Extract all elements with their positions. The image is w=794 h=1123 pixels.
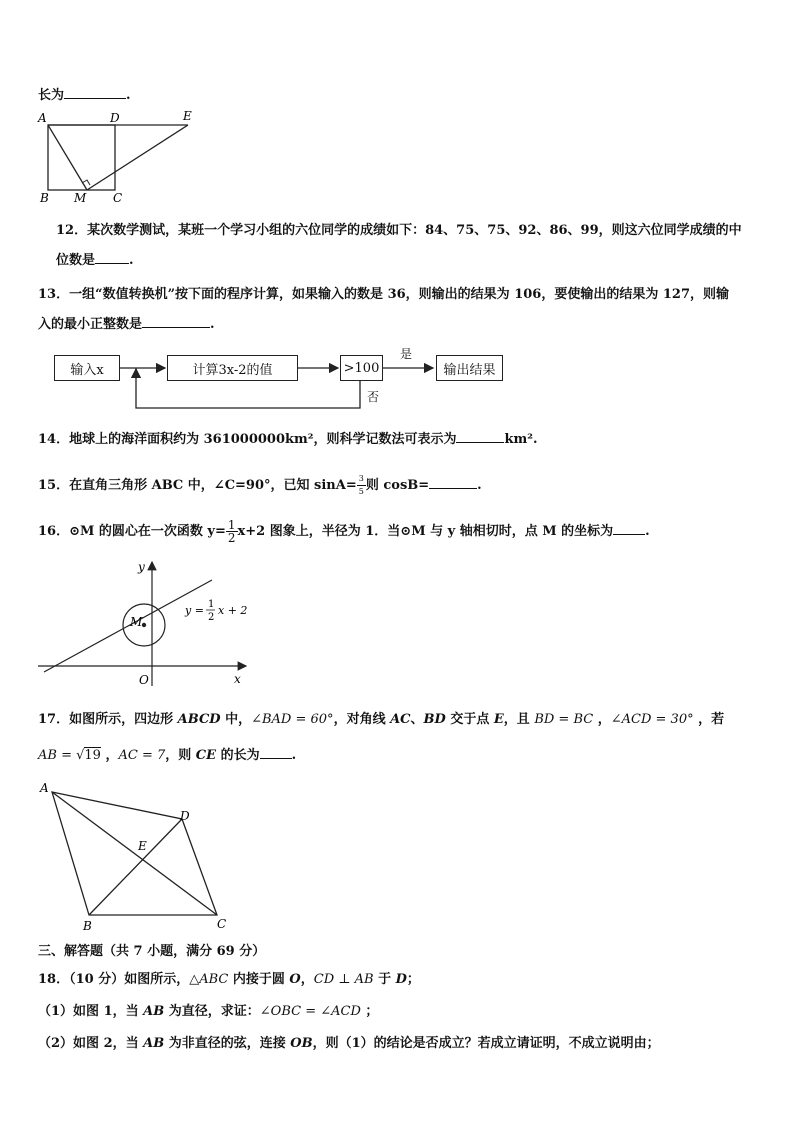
flow-no-label: 否 <box>367 390 380 404</box>
q18-part2: （2）如图 2，当 AB 为非直径的弦，连接 OB，则（1）的结论是否成立？若成立请证明，不成立说明由； <box>38 1036 660 1051</box>
label-E: E <box>183 109 192 123</box>
label-C: C <box>217 917 227 931</box>
answer-blank <box>95 251 129 264</box>
label-A: A <box>40 781 49 795</box>
equation-lhs: y = <box>185 604 204 617</box>
equation-num: 1 <box>208 599 215 610</box>
answer-blank <box>429 476 477 489</box>
label-M: M <box>74 191 87 205</box>
q16-line: 16．⊙M 的圆心在一次函数 y= $\frac{1}{2}$ x+2 图象上，半径为 1．当⊙M 与 y 轴相切时，点 M 的坐标为 . <box>38 518 650 545</box>
center-label: M <box>130 615 143 629</box>
q11-line: 长为 . <box>38 88 131 103</box>
label-E: E <box>138 839 147 853</box>
label-C: C <box>113 191 123 205</box>
section-heading: 三、解答题（共 7 小题，满分 69 分） <box>38 944 266 959</box>
q17-line2: AB = √19 ，AC = 7，则 CE 的长为 . <box>38 748 297 763</box>
label-B: B <box>83 919 92 933</box>
figure-q17 <box>34 778 244 934</box>
q14-line: 14．地球上的海洋面积约为 361000000km²，则科学记数法可表示为 km². <box>38 432 538 447</box>
q18-line1: 18．（10 分）如图所示，△ABC 内接于圆 O，CD ⊥ AB 于 D； <box>38 972 420 987</box>
answer-blank <box>613 522 645 535</box>
q13-line2: 入的最小正整数是 . <box>38 317 215 332</box>
equation-rhs: x + 2 <box>218 604 248 617</box>
answer-blank <box>260 746 292 759</box>
q12-line1: 12．某次数学测试，某班一个学习小组的六位同学的成绩如下：84、75、75、92、86、99，则这六位同学成绩的中 <box>56 223 742 238</box>
answer-blank <box>142 315 210 328</box>
label-A: A <box>38 111 47 125</box>
figure-q16 <box>36 556 256 690</box>
q17-line1: 17．如图所示，四边形 ABCD 中，∠BAD = 60°，对角线 AC、BD 交于点 E，且 BD = BC ，∠ACD = 30° ，若 <box>38 712 725 727</box>
flow-output-box: 输出结果 <box>436 355 503 381</box>
label-D: D <box>110 111 120 125</box>
fraction-1-2: $\frac{1}{2}$ <box>227 518 236 545</box>
figure-q11 <box>30 108 200 208</box>
answer-blank <box>64 86 126 99</box>
equation-den: 2 <box>208 612 215 623</box>
flow-condition-box: >100 <box>340 355 383 381</box>
fraction-3-5: $\frac{3}{5}$ <box>358 474 364 496</box>
q15-line: 15．在直角三角形 ABC 中，∠C=90°，已知 sinA= $\frac{3}{5}$ 则 cosB= . <box>38 474 482 496</box>
label-D: D <box>180 809 190 823</box>
flow-input-box: 输入x <box>54 355 120 381</box>
label-B: B <box>40 191 49 205</box>
answer-blank <box>456 430 504 443</box>
q13-line1: 13．一组“数值转换机”按下面的程序计算，如果输入的数是 36，则输出的结果为 106，要使输出的结果为 127，则输 <box>38 287 729 302</box>
origin-label: O <box>139 673 149 687</box>
flow-compute-box: 计算3x-2的值 <box>167 355 298 381</box>
flow-yes-label: 是 <box>400 347 413 361</box>
axis-y-label: y <box>138 560 145 574</box>
q18-part1: （1）如图 1，当 AB 为直径，求证：∠OBC = ∠ACD ； <box>38 1004 379 1019</box>
q12-line2: 位数是 . <box>56 253 134 268</box>
axis-x-label: x <box>234 672 241 686</box>
